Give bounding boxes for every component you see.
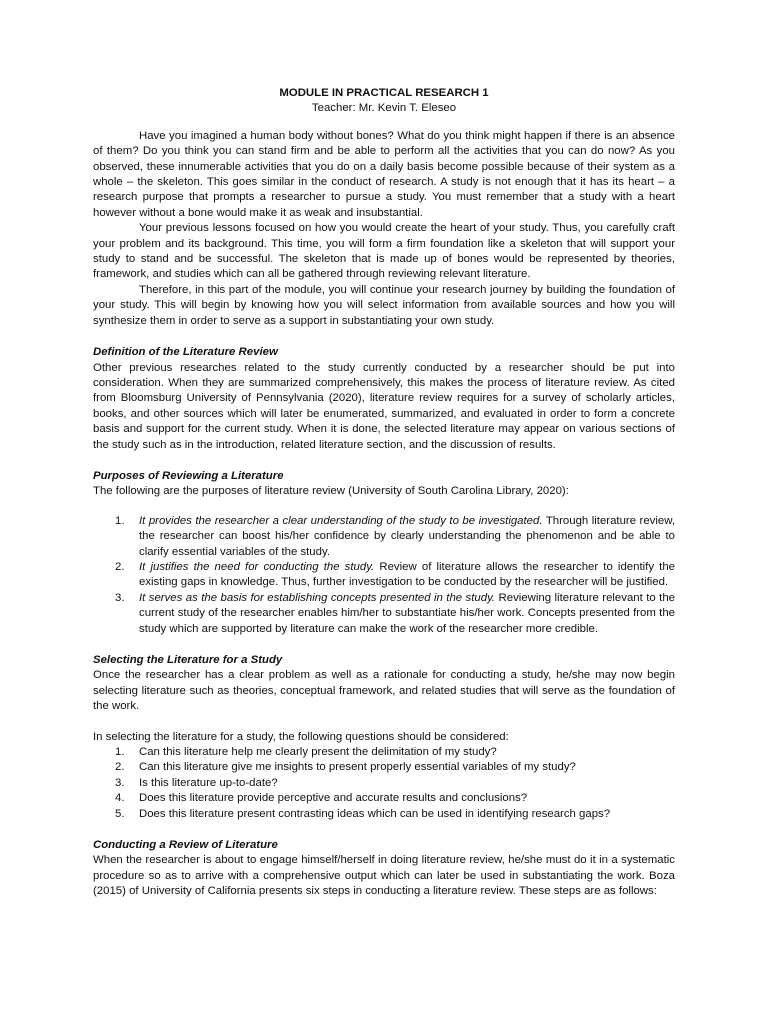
list-number: 1. [115, 514, 125, 527]
list-number: 5. [115, 807, 125, 820]
paragraph-spacer [93, 715, 675, 730]
list-item [93, 560, 675, 591]
intro-paragraph-1: Have you imagined a human body without bones? What do you think might happen if there is an absence of them? Do you think you can stand firm and be able to perform all the activities that you can do now? As you observed, these innumerable activities that you do on a daily basis become possible because of their system as a whole – the skeleton. This goes similar in the conduct of research. A study is not enough that it has its heart – a research purpose that prompts a researcher to pursue a study. You must remember that a study with a heart however without a bone would make it as weak and insubstantial. [93, 129, 675, 219]
questions-intro: In selecting the literature for a study, the following questions should be considered: [93, 730, 509, 743]
list-item [93, 745, 675, 760]
list-item [93, 807, 675, 822]
list-number: 2. [115, 761, 125, 774]
intro-paragraph-3: Therefore, in this part of the module, you will continue your research journey by building the foundation of your study. This will begin by knowing how you will select information from available sources and how you will synthesize them in order to serve as a support in substantiating your own study. [93, 283, 675, 327]
purpose-text: Reviewing literature relevant to the current study of the researcher enables him/her to substantiate his/her work. Concepts presented from the study which are supported by literature can make the work of the researcher more credible. [139, 591, 676, 635]
list-number: 2. [115, 560, 125, 573]
intro-paragraph-2: Your previous lessons focused on how you would create the heart of your study. Thus, you carefully craft your problem and its background. This time, you will form a firm foundation like a skeleton that will support your study to stand and be successful. The skeleton that is made up of bones would be represented by theories, framework, and studies which can all be gathered through reviewing relevant literature. [93, 222, 675, 281]
question-text: Does this literature provide perceptive and accurate results and conclusions? [139, 792, 528, 805]
questions-list [93, 745, 675, 822]
selecting-paragraph: Once the researcher has a clear problem as well as a rationale for conducting a study, he/she may now begin selecting literature such as theories, conceptual framework, and related studies that will serve as the foundation of the work. [93, 669, 675, 713]
section-heading-selecting: Selecting the Literature for a Study [93, 654, 283, 666]
list-item [93, 591, 675, 637]
question-text: Is this literature up-to-date? [139, 776, 278, 789]
purpose-text: Review of literature allows the researcher to identify the existing gaps in knowledge. Thus, further investigation to be conducted by the researcher will be justified. [139, 560, 675, 589]
module-title: MODULE IN PRACTICAL RESEARCH 1 [279, 87, 489, 99]
purposes-list [93, 514, 675, 637]
purpose-text: Through literature review, the researcher can boost his/her confidence by clearly understanding the phenomenon and be able to clarify essential variables of the study. [139, 514, 676, 558]
purpose-lead: It provides the researcher a clear understanding of the study to be investigated. [139, 514, 543, 527]
list-item [93, 514, 675, 560]
conducting-paragraph: When the researcher is about to engage himself/herself in doing literature review, he/she must do it in a systematic procedure so as to arrive with a comprehensive output which can later be used in substantiating the work. Boza (2015) of University of California presents six steps in conducting a literature review. These steps are as follows: [93, 854, 675, 898]
list-item [93, 791, 675, 806]
section-heading-purposes: Purposes of Reviewing a Literature [93, 469, 284, 482]
list-item [93, 776, 675, 791]
purposes-intro: The following are the purposes of literature review (University of South Carolina Library, 2020): [93, 485, 569, 498]
question-text: Does this literature present contrasting ideas which can be used in identifying research gaps? [139, 807, 611, 820]
list-number: 3. [115, 591, 125, 604]
section-heading-definition: Definition of the Literature Review [93, 346, 278, 359]
teacher-line: Teacher: Mr. Kevin T. Eleseo [311, 102, 457, 115]
document-body [93, 86, 675, 900]
question-text: Can this literature give me insights to present properly essential variables of my study? [139, 761, 576, 774]
list-number: 1. [115, 746, 125, 759]
purpose-lead: It justifies the need for conducting the study. [139, 560, 375, 573]
question-text: Can this literature help me clearly present the delimitation of my study? [139, 746, 497, 759]
section-heading-conducting: Conducting a Review of Literature [93, 839, 278, 852]
list-item [93, 760, 675, 775]
list-number: 4. [115, 792, 125, 805]
purpose-lead: It serves as the basis for establishing concepts presented in the study. [139, 591, 496, 604]
list-number: 3. [115, 776, 125, 789]
definition-paragraph: Other previous researches related to the study currently conducted by a researcher should be put into consideration. When they are summarized comprehensively, this makes the process of literature review. As cited from Bloomsburg University of Pennsylvania (2020), literature review requires for a survey of scholarly articles, books, and other sources which will later be enumerated, summarized, and evaluated in order to form a concrete basis and support for the current study. When it is done, the selected literature may appear on various sections of the study such as in the introduction, related literature section, and the discussion of results. [93, 361, 675, 451]
